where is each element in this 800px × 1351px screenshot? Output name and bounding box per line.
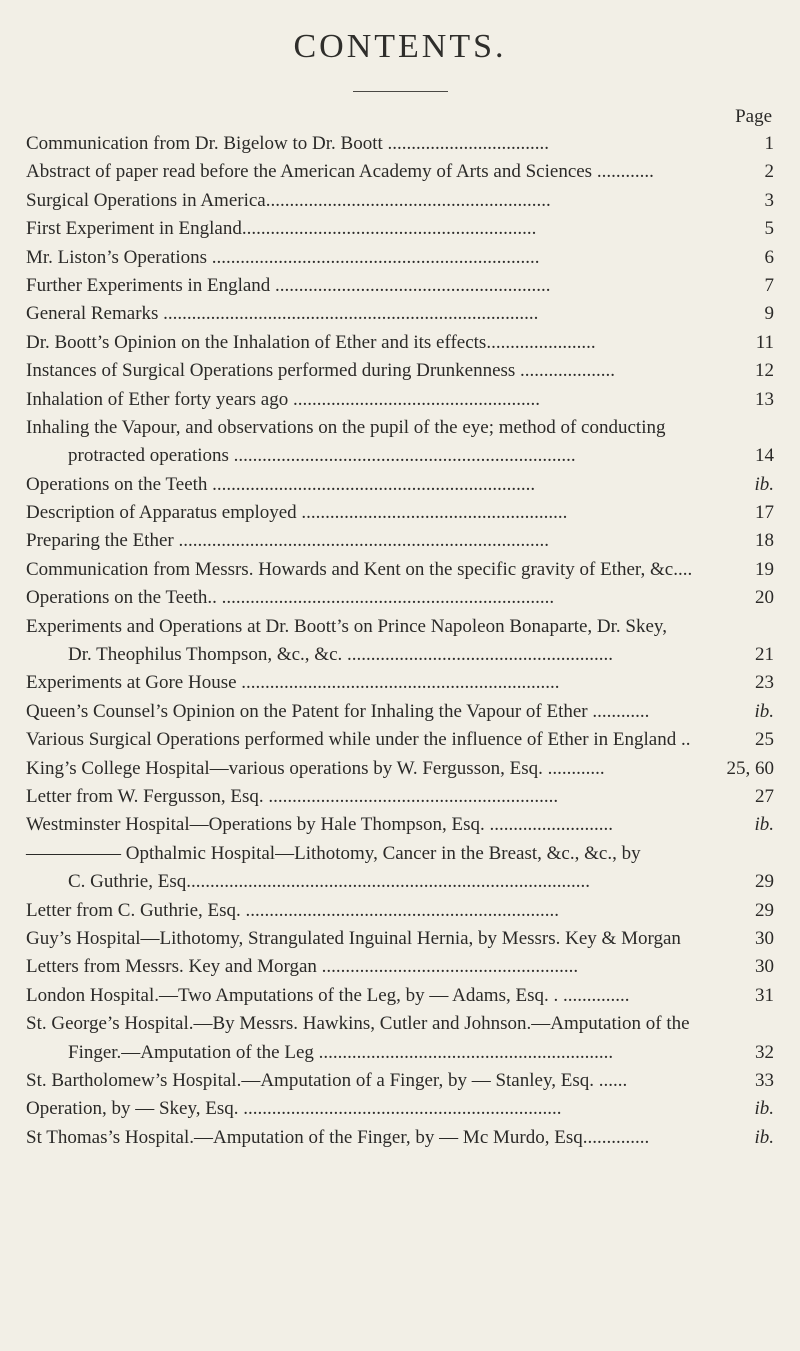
- contents-entry: [26, 300, 774, 328]
- entry-title: Communication from Messrs. Howards and Kent on the specific gravity of Ether, &c....: [26, 558, 693, 580]
- contents-entry: [26, 726, 774, 754]
- contents-entry: [26, 811, 774, 839]
- entry-title: Finger.—Amputation of the Leg ..............................................................: [68, 1041, 614, 1063]
- entry-page-number: 14: [755, 445, 774, 467]
- contents-entry: [26, 641, 774, 669]
- entry-page-number: ib.: [754, 1098, 774, 1120]
- contents-entry: [26, 329, 774, 357]
- entry-page-number: 1: [764, 133, 774, 154]
- entry-page-number: ib.: [754, 814, 774, 836]
- entry-page-number: 3: [764, 189, 774, 211]
- entry-page-number: 32: [755, 1041, 774, 1063]
- entry-page-number: 17: [755, 502, 774, 524]
- entry-page-number: 29: [755, 899, 774, 921]
- entry-title: Dr. Theophilus Thompson, &c., &c. ........................................................: [68, 644, 614, 666]
- entry-page-number: 18: [755, 530, 774, 552]
- entry-title: Westminster Hospital—Operations by Hale Thompson, Esq. ..........................: [26, 814, 614, 836]
- entry-title: Operation, by — Skey, Esq. ...................................................................: [26, 1098, 562, 1120]
- page-column-label: Page: [735, 106, 772, 127]
- contents-entry: [26, 442, 774, 470]
- entry-title: Experiments and Operations at Dr. Boott’s on Prince Napoleon Bonaparte, Dr. Skey,: [26, 615, 667, 637]
- entry-page-number: ib.: [754, 473, 774, 495]
- entry-page-number: 12: [755, 360, 774, 382]
- entry-title: Description of Apparatus employed ........................................................: [26, 502, 568, 524]
- entry-title: Guy’s Hospital—Lithotomy, Strangulated Inguinal Hernia, by Messrs. Key & Morgan: [26, 927, 681, 949]
- entry-title: First Experiment in England..............................................................: [26, 218, 537, 240]
- page-title: CONTENTS.: [293, 28, 507, 65]
- contents-entry: [26, 527, 774, 555]
- entry-page-number: 27: [755, 785, 774, 807]
- entry-page-number: 6: [764, 246, 774, 268]
- entry-page-number: 21: [755, 644, 774, 666]
- entry-title: Letter from C. Guthrie, Esq. ..................................................................: [26, 899, 560, 921]
- contents-entry: [26, 1095, 774, 1123]
- title-rule: [353, 91, 448, 92]
- entry-title: General Remarks ...............................................................................: [26, 303, 539, 325]
- entry-title: Letters from Messrs. Key and Morgan ......................................................: [26, 956, 579, 978]
- contents-entry: [26, 897, 774, 925]
- contents-entry: [26, 1124, 774, 1152]
- entry-page-number: 13: [755, 388, 774, 410]
- entry-title: Queen’s Counsel’s Opinion on the Patent for Inhaling the Vapour of Ether ............: [26, 700, 650, 722]
- entry-title: Operations on the Teeth.. ......................................................................: [26, 587, 555, 609]
- entry-page-number: 23: [755, 672, 774, 694]
- contents-entry: [26, 357, 774, 385]
- contents-entry: [26, 215, 774, 243]
- entry-title: Preparing the Ether ..............................................................................: [26, 530, 549, 552]
- contents-entry: [26, 130, 774, 158]
- entry-page-number: 20: [755, 587, 774, 609]
- entry-title: Letter from W. Fergusson, Esq. .............................................................: [26, 785, 559, 807]
- contents-entry: [26, 840, 774, 868]
- entry-title: Surgical Operations in America............................................................: [26, 189, 551, 211]
- entry-title: Various Surgical Operations performed while under the influence of Ether in England ..: [26, 729, 691, 751]
- contents-entry: [26, 1010, 774, 1038]
- entry-page-number: 33: [755, 1069, 774, 1091]
- contents-entry: [26, 471, 774, 499]
- contents-list: [26, 130, 774, 1152]
- entry-page-number: 30: [755, 927, 774, 949]
- entry-title: St Thomas’s Hospital.—Amputation of the Finger, by — Mc Murdo, Esq..............: [26, 1126, 650, 1148]
- entry-title: Inhaling the Vapour, and observations on the pupil of the eye; method of conducting: [26, 416, 666, 438]
- entry-title: C. Guthrie, Esq.....................................................................................: [68, 871, 590, 893]
- entry-page-number: 29: [755, 871, 774, 893]
- entry-page-number: 25: [755, 729, 774, 751]
- entry-title: Dr. Boott’s Opinion on the Inhalation of Ether and its effects.......................: [26, 331, 596, 353]
- entry-page-number: 31: [755, 984, 774, 1006]
- contents-entry: [26, 158, 774, 186]
- contents-entry: [26, 698, 774, 726]
- entry-title: Instances of Surgical Operations performed during Drunkenness ....................: [26, 360, 616, 382]
- entry-page-number: 30: [755, 956, 774, 978]
- entry-title: Operations on the Teeth ....................................................................: [26, 473, 536, 495]
- entry-page-number: 2: [764, 161, 774, 183]
- contents-entry: [26, 953, 774, 981]
- entry-page-number: 25, 60: [726, 757, 774, 779]
- entry-title: ————— Opthalmic Hospital—Lithotomy, Cancer in the Breast, &c., &c., by: [26, 842, 641, 864]
- entry-title: King’s College Hospital—various operations by W. Fergusson, Esq. ............: [26, 757, 605, 779]
- contents-entry: [26, 1039, 774, 1067]
- contents-entry: [26, 868, 774, 896]
- contents-entry: [26, 499, 774, 527]
- entry-title: protracted operations ........................................................................: [68, 445, 576, 467]
- entry-page-number: 11: [755, 331, 774, 353]
- entry-title: Abstract of paper read before the American Academy of Arts and Sciences ............: [26, 161, 654, 183]
- contents-entry: [26, 386, 774, 414]
- contents-entry: [26, 244, 774, 272]
- entry-page-number: 5: [764, 218, 774, 240]
- contents-entry: [26, 187, 774, 215]
- entry-title: St. George’s Hospital.—By Messrs. Hawkins, Cutler and Johnson.—Amputation of the: [26, 1013, 690, 1035]
- entry-title: Further Experiments in England ..........................................................: [26, 274, 551, 296]
- entry-page-number: ib.: [754, 1126, 774, 1148]
- entry-title: London Hospital.—Two Amputations of the Leg, by — Adams, Esq. . ..............: [26, 984, 630, 1006]
- entry-page-number: 7: [764, 274, 774, 296]
- entry-page-number: 19: [755, 558, 774, 580]
- entry-page-number: ib.: [754, 700, 774, 722]
- contents-entry: [26, 584, 774, 612]
- entry-title: Communication from Dr. Bigelow to Dr. Boott ..................................: [26, 133, 550, 154]
- entry-title: Experiments at Gore House ...................................................................: [26, 672, 560, 694]
- contents-entry: [26, 272, 774, 300]
- contents-entry: [26, 1067, 774, 1095]
- contents-entry: [26, 755, 774, 783]
- contents-entry: [26, 783, 774, 811]
- entry-title: Inhalation of Ether forty years ago ....................................................: [26, 388, 540, 410]
- contents-entry: [26, 925, 774, 953]
- entry-page-number: 9: [764, 303, 774, 325]
- contents-entry: [26, 414, 774, 442]
- entry-title: Mr. Liston’s Operations .....................................................................: [26, 246, 540, 268]
- entry-title: St. Bartholomew’s Hospital.—Amputation of a Finger, by — Stanley, Esq. ......: [26, 1069, 628, 1091]
- contents-entry: [26, 982, 774, 1010]
- contents-entry: [26, 556, 774, 584]
- contents-entry: [26, 669, 774, 697]
- contents-entry: [26, 613, 774, 641]
